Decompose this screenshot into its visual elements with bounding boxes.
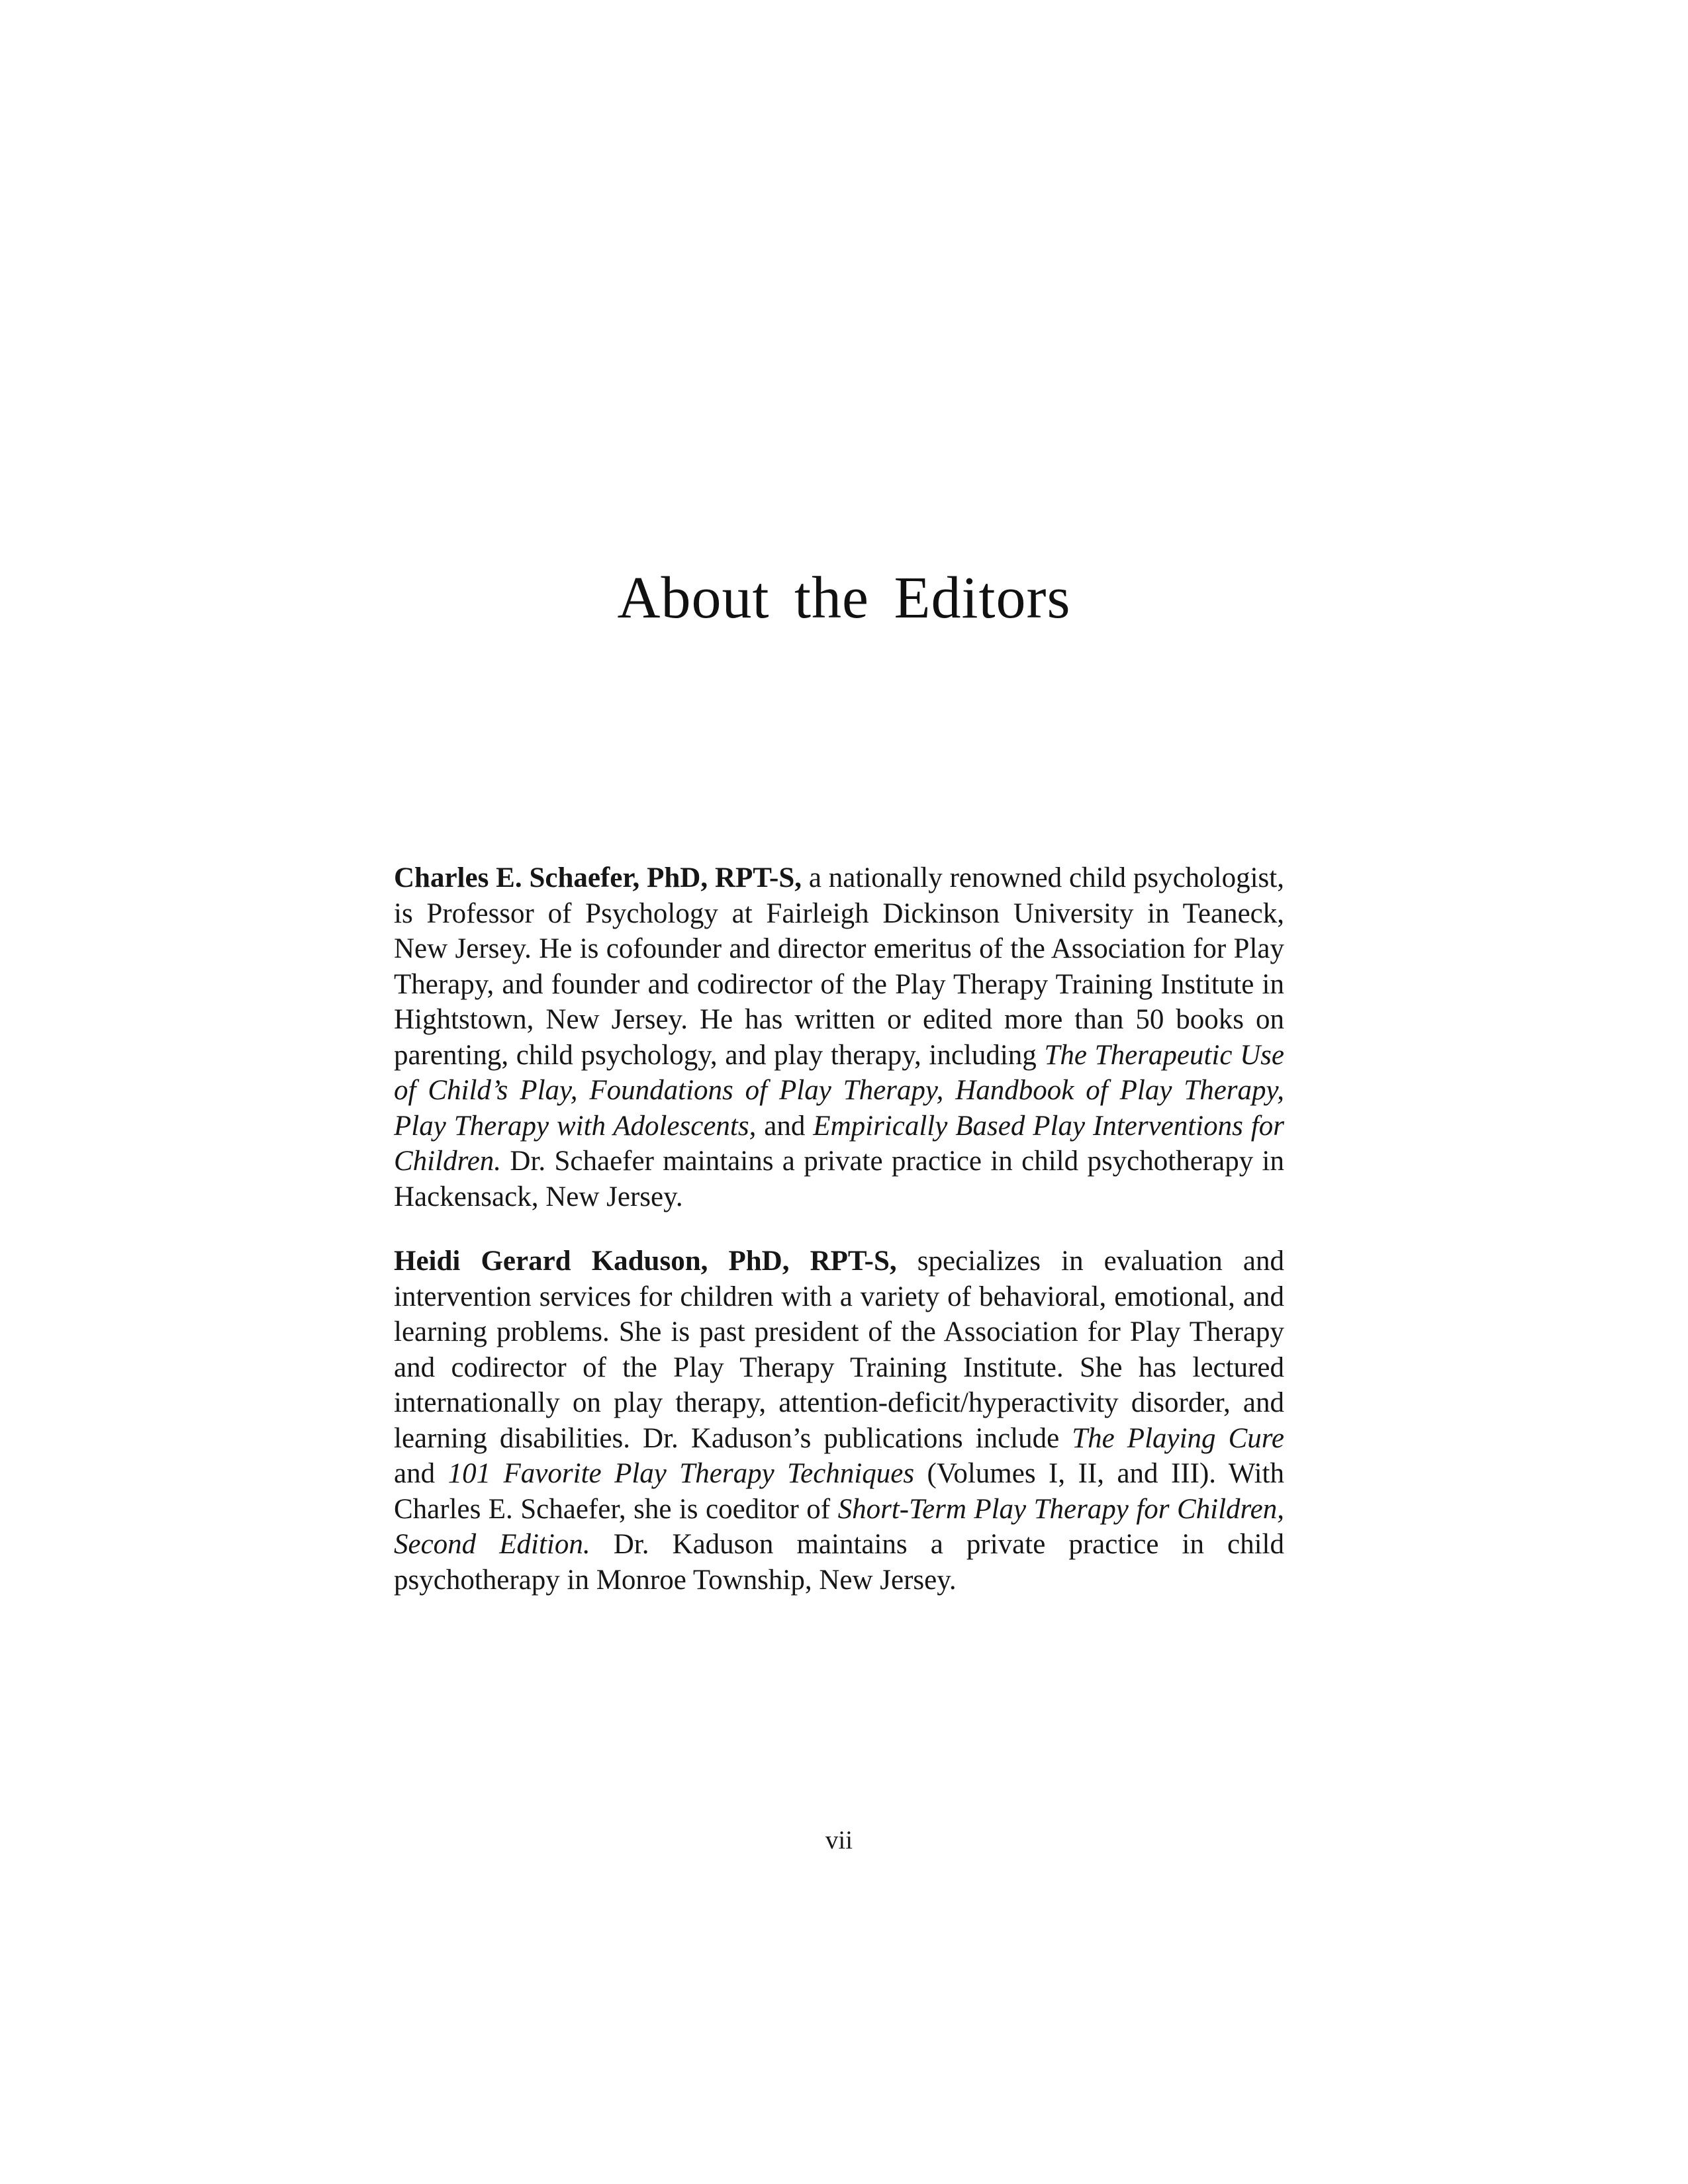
bio-text: specializes in evaluation and intervention services for children with a variety of behavioral, emotional, and learning problems. She is past president of the Association for Play Therapy and codirector of the Play Therapy Training Institute. She has lectured internationally on play therapy, attention-deficit/hyperactivity disorder, and learning disabilities. Dr. Kaduson’s publications include: [394, 1246, 1284, 1454]
bio-text: (Volumes I, II, and III). With Charles E. Schaefer, she is coeditor of: [394, 1458, 1284, 1525]
bio-paragraph-heidi-kaduson: [394, 1244, 1284, 1598]
page-title: About the Editors: [617, 565, 1071, 631]
bio-text: and: [756, 1110, 814, 1142]
book-title: Empirically Based Play Interventions for Children.: [394, 1110, 1284, 1177]
bio-text: and: [394, 1458, 448, 1489]
editors-bios: [394, 860, 1284, 1598]
bio-text: Dr. Kaduson maintains a private practice in child psychotherapy in Monroe Township, New Jersey.: [394, 1529, 1284, 1596]
book-title: 101 Favorite Play Therapy Techniques: [447, 1458, 915, 1489]
editor-name-credentials: Charles E. Schaefer, PhD, RPT-S,: [394, 862, 802, 893]
bio-paragraph-charles-schaefer: [394, 860, 1284, 1214]
book-title: Short-Term Play Therapy for Children, Second Edition.: [394, 1493, 1284, 1560]
page-number: vii: [825, 1826, 853, 1854]
bio-text: Dr. Schaefer maintains a private practice in child psychotherapy in Hackensack, New Jersey.: [394, 1146, 1284, 1212]
book-title: The Playing Cure: [1072, 1422, 1284, 1454]
bio-text: a nationally renowned child psychologist, is Professor of Psychology at Fairleigh Dickinson University in Teaneck, New Jersey. He is cofounder and director emeritus of the Association for Play Therapy, and founder and codirector of the Play Therapy Training Institute in Hightstown, New Jersey. He has written or edited more than 50 books on parenting, child psychology, and play therapy, including: [394, 862, 1284, 1071]
book-titles: The Therapeutic Use of Child’s Play, Foundations of Play Therapy, Handbook of Play Therapy, Play Therapy with Adolescents,: [394, 1039, 1284, 1142]
editor-name-credentials: Heidi Gerard Kaduson, PhD, RPT-S,: [394, 1246, 897, 1277]
